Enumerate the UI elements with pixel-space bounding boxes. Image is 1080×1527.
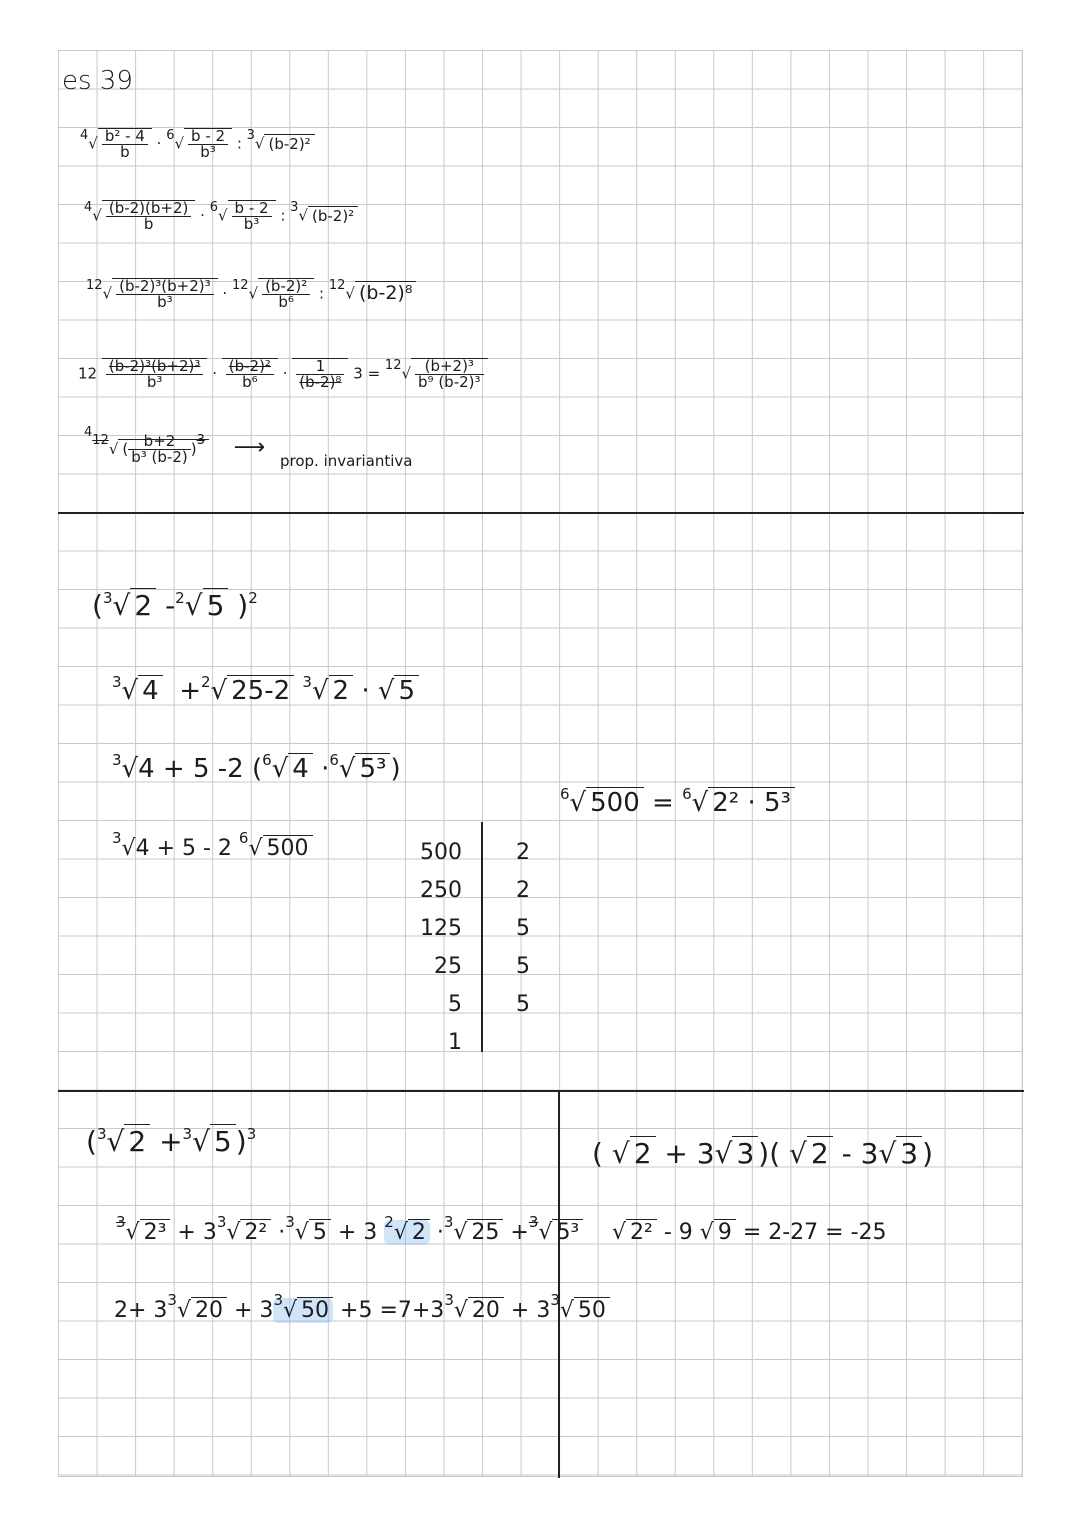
ex2-line-4: $^3$√4 + 5 - 2 $^6$√ 500 xyxy=(112,838,313,860)
ex3-line-1: ($^3$√ 2 +$^3$√ 5 )$^3$ xyxy=(86,1125,257,1158)
ex2-line-2: $^3$√ 4 +$^2$√ 25-2 $^3$√ 2 · √ 5 xyxy=(112,678,419,704)
note-prop-invariantiva: prop. invariantiva xyxy=(279,452,413,470)
factor-table-right: 2 2 5 5 5 xyxy=(516,840,530,1017)
ex2-line-1: ($^3$√ 2 -$^2$√ 5 )$^2$ xyxy=(92,589,258,622)
arrow-icon: ⟶ xyxy=(233,435,266,460)
factor-table-left: 500 250 125 25 5 1 xyxy=(420,840,462,1055)
column-divider xyxy=(558,1090,560,1478)
ex3-line-2: $^3$√ $2^3 + 3^3√$ 2² ·$^3$√ 5 + 3 $^2$√ 2 ·$^3$√ 25 +$^3$√ 5³ xyxy=(116,1222,583,1244)
section-divider-2 xyxy=(58,1090,1024,1092)
ex3-line-3: $2+ 3^3√$ $20 + 3^3√$ $50 +5 =7+3^3√$ $20 + 3^3√$ 50 xyxy=(114,1300,610,1322)
ex1-line-5: 412√ ( $\frac{b+2}{\text{b³ (b-2)}}$ )3 ⟶ prop. invariantiva xyxy=(84,425,413,470)
ex4-line-2: √ 2² - 9 √ 9 = 2-27 = -25 xyxy=(612,1220,887,1245)
exercise-label: es 39 xyxy=(62,66,133,96)
section-divider-1 xyxy=(58,512,1024,514)
ex1-line-1: 4√ $\frac{\text{b² - 4}}{b}$ · 6√ $\frac{b - 2}{\text{b³}}$ : 3√ (b-2)² xyxy=(80,128,315,160)
ex1-line-4: 12 $\frac{\text{(b-2)³(b+2)³}}{\text{b³}}$ · $\frac{\text{(b-2)²}}{\text{b⁶}}$ · $\frac{1}{\text{(b-2)⁸}}$ 3 = 12√ $\frac{\text{(b+2)³}}{\text{b⁹ (b-2)³}}$ xyxy=(78,358,488,390)
ex1-line-3: 12√ $\frac{\text{(b-2)³(b+2)³}}{\text{b³}}$ · 12√ $\frac{\text{(b-2)²}}{\text{b⁶}}$ : 12√ (b-2)⁸ xyxy=(86,278,416,310)
ex2-line-3: $^3$√4 + 5 -2 ($^6$√ 4 ·$^6$√ 5³ ) xyxy=(112,751,401,784)
factor-table-divider xyxy=(481,822,483,1052)
ex1-line-2: 4√ $\frac{(b-2)(b+2)}{b}$ · 6√ $\frac{b - 2}{\text{b³}}$ : 3√ (b-2)² xyxy=(84,200,358,232)
ex4-line-1: ( √ 2 + 3√ 3 )( √ 2 - 3√ 3 ) xyxy=(592,1137,934,1170)
ex2-side-calc: $^6$√ 500 = $^6$√ 2² · 5³ xyxy=(560,790,795,816)
